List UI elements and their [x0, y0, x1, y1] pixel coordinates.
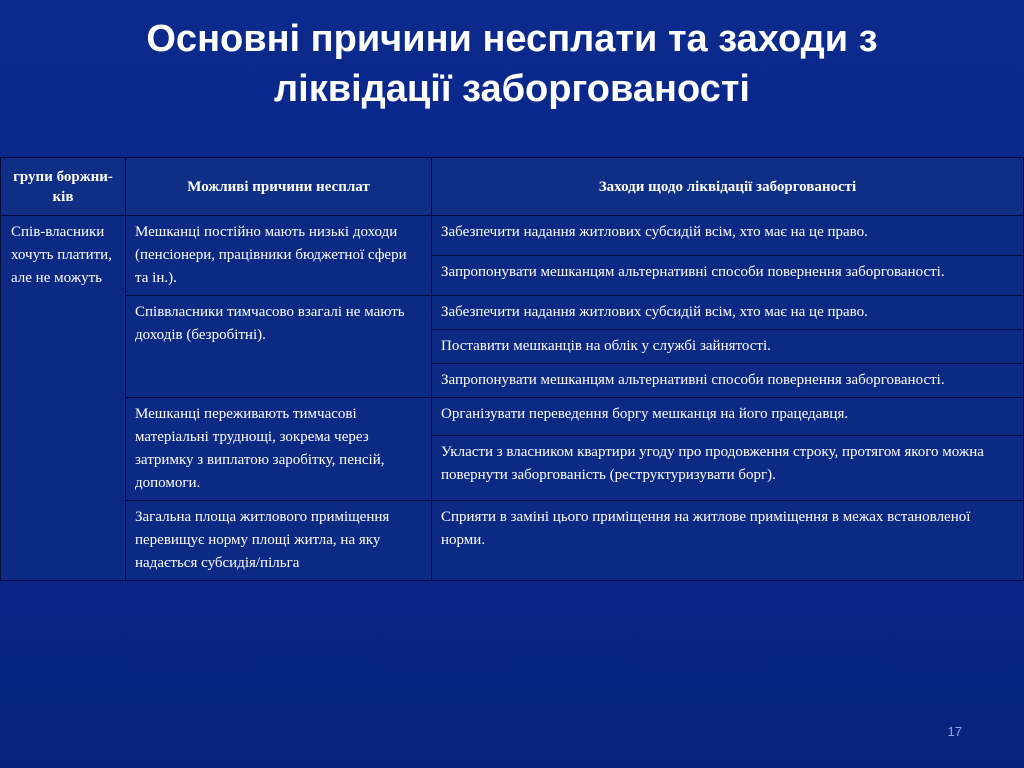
measure-cell: Забезпечити надання житлових субсидій всім, хто має на це право.: [432, 216, 1024, 256]
debtor-group-cell: Спів-власники хочуть платити, але не можуть: [1, 216, 126, 581]
header-measures: Заходи щодо ліквідації заборгованості: [432, 158, 1024, 216]
header-possible-causes: Можливі причини несплат: [126, 158, 432, 216]
cause-cell: Мешканці переживають тимчасові матеріальні труднощі, зокрема через затримку з виплатою заробітку, пенсій, допомоги.: [126, 398, 432, 501]
cause-cell: Загальна площа житлового приміщення перевищує норму площі житла, на яку надається субсидія/пільга: [126, 501, 432, 581]
measure-cell: Запропонувати мешканцям альтернативні способи повернення заборгованості.: [432, 256, 1024, 296]
measure-cell: Організувати переведення боргу мешканця на його працедавця.: [432, 398, 1024, 436]
measure-cell: Запропонувати мешканцям альтернативні способи повернення заборгованості.: [432, 364, 1024, 398]
slide-title: [20, 14, 1004, 114]
slide-title-line-2: ліквідації заборгованості: [274, 68, 750, 110]
table-header-row: [1, 158, 1024, 216]
header-debtor-groups: групи боржни-ків: [1, 158, 126, 216]
table-row: [1, 501, 1024, 581]
cause-cell: Співвласники тимчасово взагалі не мають доходів (безробітні).: [126, 296, 432, 398]
cause-cell: Мешканці постійно мають низькі доходи (пенсіонери, працівники бюджетної сфери та ін.).: [126, 216, 432, 296]
table-row: [1, 296, 1024, 330]
table-row: [1, 398, 1024, 436]
measure-cell: Сприяти в заміні цього приміщення на житлове приміщення в межах встановленої норми.: [432, 501, 1024, 581]
table-row: [1, 216, 1024, 256]
page-number: 17: [947, 724, 962, 739]
measure-cell: Забезпечити надання житлових субсидій всім, хто має на це право.: [432, 296, 1024, 330]
slide-title-line-1: Основні причини несплати та заходи з: [146, 18, 878, 60]
debt-measures-table: [0, 157, 1024, 581]
measure-cell: Укласти з власником квартири угоду про продовження строку, протягом якого можна повернути заборгованість (реструктуризувати борг).: [432, 436, 1024, 501]
measure-cell: Поставити мешканців на облік у службі зайнятості.: [432, 330, 1024, 364]
